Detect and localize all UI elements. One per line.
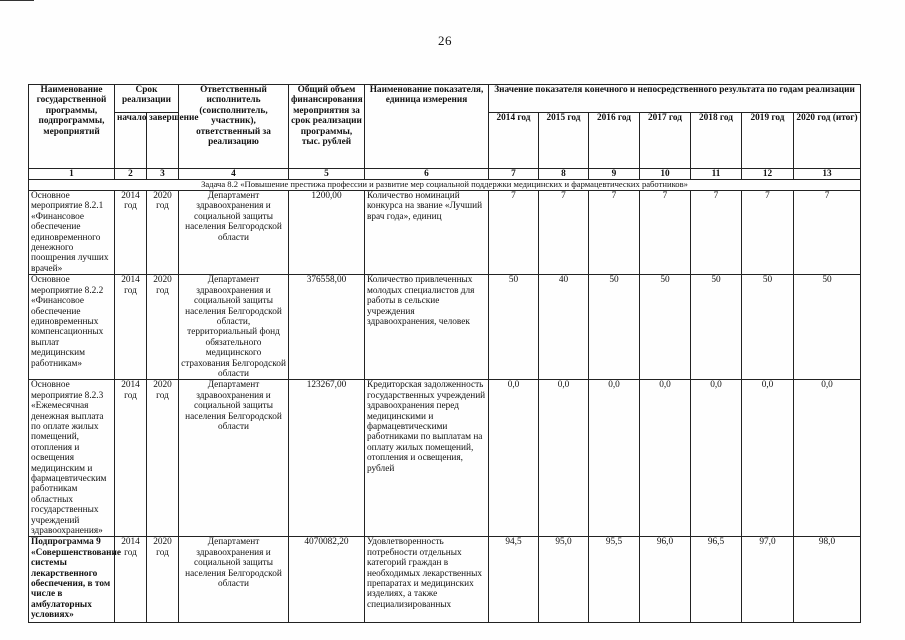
funding: 123267,00 xyxy=(289,380,365,537)
value-2019: 0,0 xyxy=(742,380,794,537)
value-2019: 50 xyxy=(742,275,794,380)
start-year: 2014 год xyxy=(115,380,147,537)
responsible: Департамент здравоохранения и социальной защиты населения Белгородской области, территориальный фонд обязательного медицинского страхования Белгородской области xyxy=(179,275,289,380)
measure-name: Основное мероприятие 8.2.3 «Ежемесячная денежная выплата по оплате жилых помещений, отопления и освещения медицинским и фармацевтическим работникам областных государственных учреждений здравоохранения» xyxy=(29,380,115,537)
table-row xyxy=(29,275,861,380)
value-2014: 0,0 xyxy=(489,380,539,537)
header-start: начало xyxy=(115,113,147,169)
col-num: 12 xyxy=(742,169,794,180)
col-num: 10 xyxy=(640,169,691,180)
header-year-2017: 2017 год xyxy=(640,113,691,169)
value-2018: 50 xyxy=(691,275,742,380)
end-year: 2020 год xyxy=(147,191,179,275)
header-row-1 xyxy=(29,85,861,113)
funding: 4070082,20 xyxy=(289,537,365,623)
value-2020: 7 xyxy=(794,191,861,275)
value-2015: 95,0 xyxy=(539,537,589,623)
table-row xyxy=(29,380,861,537)
value-2017: 50 xyxy=(640,275,691,380)
col-num: 9 xyxy=(589,169,640,180)
header-year-2019: 2019 год xyxy=(742,113,794,169)
header-responsible: Ответственный исполнитель (соисполнитель, участник), ответственный за реализацию xyxy=(179,85,289,169)
value-2014: 7 xyxy=(489,191,539,275)
header-year-2018: 2018 год xyxy=(691,113,742,169)
responsible: Департамент здравоохранения и социальной защиты населения Белгородской области xyxy=(179,537,289,623)
header-year-2020: 2020 год (итог) xyxy=(794,113,861,169)
value-2018: 7 xyxy=(691,191,742,275)
header-funding: Общий объем финансирования мероприятия за срок реализации программы, тыс. рублей xyxy=(289,85,365,169)
col-num: 2 xyxy=(115,169,147,180)
start-year: 2014 год xyxy=(115,275,147,380)
value-2016: 0,0 xyxy=(589,380,640,537)
col-num: 6 xyxy=(365,169,489,180)
col-num: 7 xyxy=(489,169,539,180)
funding: 376558,00 xyxy=(289,275,365,380)
table-row xyxy=(29,191,861,275)
value-2019: 97,0 xyxy=(742,537,794,623)
task-title: Задача 8.2 «Повышение престижа профессии и развитие мер социальной поддержки медицинских и фармацевтических работников» xyxy=(29,180,861,191)
value-2015: 0,0 xyxy=(539,380,589,537)
funding: 1200,00 xyxy=(289,191,365,275)
header-year-2014: 2014 год xyxy=(489,113,539,169)
value-2015: 7 xyxy=(539,191,589,275)
value-2020: 98,0 xyxy=(794,537,861,623)
column-numbers-row xyxy=(29,169,861,180)
responsible: Департамент здравоохранения и социальной защиты населения Белгородской области xyxy=(179,191,289,275)
measure-name: Основное мероприятие 8.2.1 «Финансовое обеспечение единовременного денежного поощрения лучших врачей» xyxy=(29,191,115,275)
value-2020: 0,0 xyxy=(794,380,861,537)
start-year: 2014 год xyxy=(115,537,147,623)
header-term: Срок реализации xyxy=(115,85,179,113)
header-indicator: Наименование показателя, единица измерения xyxy=(365,85,489,169)
responsible: Департамент здравоохранения и социальной защиты населения Белгородской области xyxy=(179,380,289,537)
indicator: Количество привлеченных молодых специалистов для работы в сельские учреждения здравоохранения, человек xyxy=(365,275,489,380)
value-2014: 94,5 xyxy=(489,537,539,623)
value-2017: 7 xyxy=(640,191,691,275)
program-table xyxy=(28,84,861,623)
task-row xyxy=(29,180,861,191)
table-row xyxy=(29,537,861,623)
measure-name: Основное мероприятие 8.2.2 «Финансовое обеспечение единовременных компенсационных выплат медицинским работникам» xyxy=(29,275,115,380)
value-2016: 50 xyxy=(589,275,640,380)
indicator: Кредиторская задолженность государственных учреждений здравоохранения перед медицинскими и фармацевтическими работниками по выплатам на оплату жилых помещений, отопления и освещения, рублей xyxy=(365,380,489,537)
value-2017: 96,0 xyxy=(640,537,691,623)
col-num: 8 xyxy=(539,169,589,180)
end-year: 2020 год xyxy=(147,275,179,380)
header-end: завершение xyxy=(147,113,179,169)
header-year-2016: 2016 год xyxy=(589,113,640,169)
value-2016: 7 xyxy=(589,191,640,275)
col-num: 13 xyxy=(794,169,861,180)
col-num: 1 xyxy=(29,169,115,180)
col-num: 4 xyxy=(179,169,289,180)
indicator: Удовлетворенность потребности отдельных категорий граждан в необходимых лекарственных препаратах и медицинских изделиях, а также специализированных xyxy=(365,537,489,623)
header-values-group: Значение показателя конечного и непосредственного результата по годам реализации xyxy=(489,85,861,113)
value-2015: 40 xyxy=(539,275,589,380)
col-num: 11 xyxy=(691,169,742,180)
value-2020: 50 xyxy=(794,275,861,380)
value-2016: 95,5 xyxy=(589,537,640,623)
start-year: 2014 год xyxy=(115,191,147,275)
page-number: 26 xyxy=(438,33,452,48)
indicator: Количество номинаций конкурса на звание «Лучший врач года», единиц xyxy=(365,191,489,275)
header-year-2015: 2015 год xyxy=(539,113,589,169)
value-2018: 96,5 xyxy=(691,537,742,623)
subprogram-name: Подпрограмма 9 «Совершенствование системы лекарственного обеспечения, в том числе в амбулаторных условиях» xyxy=(29,537,115,623)
col-num: 3 xyxy=(147,169,179,180)
col-num: 5 xyxy=(289,169,365,180)
header-name: Наименование государственной программы, подпрограммы, мероприятий xyxy=(29,85,115,169)
value-2017: 0,0 xyxy=(640,380,691,537)
value-2019: 7 xyxy=(742,191,794,275)
end-year: 2020 год xyxy=(147,380,179,537)
value-2018: 0,0 xyxy=(691,380,742,537)
value-2014: 50 xyxy=(489,275,539,380)
scan-mark xyxy=(0,0,34,1)
end-year: 2020 год xyxy=(147,537,179,623)
